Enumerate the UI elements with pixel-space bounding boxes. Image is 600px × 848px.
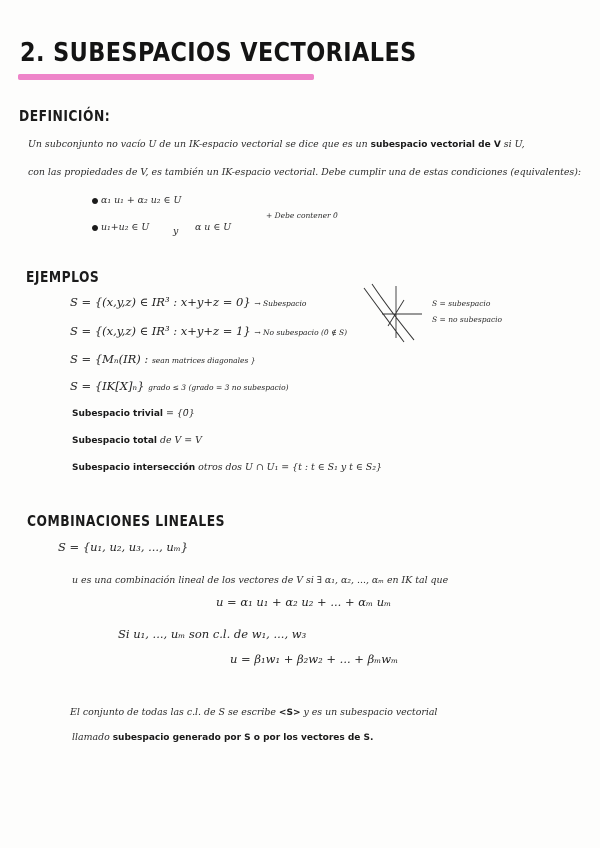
definicion-line-2: con las propiedades de V, es también un IK-espacio vectorial. Debe cumplir una de estas condiciones (equivalentes): [28,167,582,178]
conjunto-line-1-end: y es un subespacio vectorial [303,707,438,718]
subespacio-interseccion [72,462,382,473]
ejemplo-1 [70,295,306,309]
definicion-line-1-text: Un subconjunto no vacío U de un IK-espacio vectorial se dice que es un [28,139,368,150]
definicion-bold-term: subespacio vectorial de V [370,140,501,150]
ejemplo-3-expr: S = {Mₙ(IR) : [70,352,152,366]
plane-line-2 [372,284,414,340]
ejemplos-heading: EJEMPLOS [26,268,100,286]
combinaciones-line-3: Si u₁, ..., uₘ son c.l. de w₁, ..., w₃ [118,627,307,641]
conjunto-symbol: <S> [278,708,301,718]
ejemplo-1-note: → Subespacio [254,299,307,308]
combinaciones-line-2: u = α₁ u₁ + α₂ u₂ + ... + αₘ uₘ [216,595,392,609]
subespacio-total [72,435,202,446]
subespacio-interseccion-label: Subespacio intersección [72,463,196,473]
condicion-2-y: y [173,226,179,237]
title-highlight [18,74,314,80]
conjunto-line-2-text: llamado [72,732,110,743]
ejemplo-3 [70,352,256,366]
conjunto-line-1-text: El conjunto de todas las c.l. de S se escribe [70,707,276,718]
condicion-2-text-c: α u ∈ U [195,222,232,233]
ejemplo-2-note: → No subespacio (0̄ ∉ S) [254,328,348,337]
conjunto-line-1 [70,707,437,718]
subespacio-trivial-label: Subespacio trivial [72,409,163,419]
definicion-line-1-end: si U, [503,139,525,150]
ejemplo-4 [70,379,289,393]
ejemplo-3-note: sean matrices diagonales } [151,356,256,365]
diagram-label-2: S = no subespacio [432,315,503,324]
diagram-label-1: S = subespacio [432,299,491,308]
combinaciones-line-4: u = β₁w₁ + β₂w₂ + ... + βₘwₘ [230,652,399,666]
bullet-icon [92,198,98,204]
combinaciones-line-1: u es una combinación lineal de los vectores de V si ∃ α₁, α₂, ..., αₘ en IK tal que [72,575,449,586]
condicion-1 [92,195,181,206]
ejemplo-2 [70,324,347,338]
conjunto-line-2 [72,732,373,743]
combinaciones-heading: COMBINACIONES LINEALES [27,512,225,530]
ejemplo-4-expr: S = {IK[X]ₙ} [70,379,145,393]
ejemplo-2-expr: S = {(x,y,z) ∈ IR³ : x+y+z = 1} [70,324,251,338]
condicion-2 [92,222,149,233]
combinaciones-set: S = {u₁, u₂, u₃, ..., uₘ} [58,540,189,554]
subespacio-total-value: de V = V [159,435,202,446]
plane-line-1 [364,288,404,342]
subespacio-total-label: Subespacio total [72,436,157,446]
subespacio-trivial-value: = {0̄} [165,408,195,419]
subespacio-generado-term: subespacio generado por S o por los vectores de S. [112,733,374,743]
subespacio-interseccion-mid: otros dos [198,462,242,473]
definicion-heading: DEFINICIÓN: [19,107,111,125]
subespacio-trivial [72,408,195,419]
condicion-1-text: α₁ u₁ + α₂ u₂ ∈ U [101,195,182,206]
planes-diagram [360,280,440,350]
ejemplo-1-expr: S = {(x,y,z) ∈ IR³ : x+y+z = 0} [70,295,251,309]
definicion-note: + Debe contener 0̄ [266,211,338,220]
page-title: 2. SUBESPACIOS VECTORIALES [20,38,417,68]
bullet-icon [92,225,98,231]
subespacio-interseccion-value: U ∩ U₁ = {t : t ∈ S₁ y t ∈ S₂} [244,462,382,473]
definicion-line-1 [28,139,525,150]
condicion-2-text-a: u₁+u₂ ∈ U [101,222,150,233]
ejemplo-4-note: grado ≤ 3 (grado = 3 no subespacio) [148,383,289,392]
